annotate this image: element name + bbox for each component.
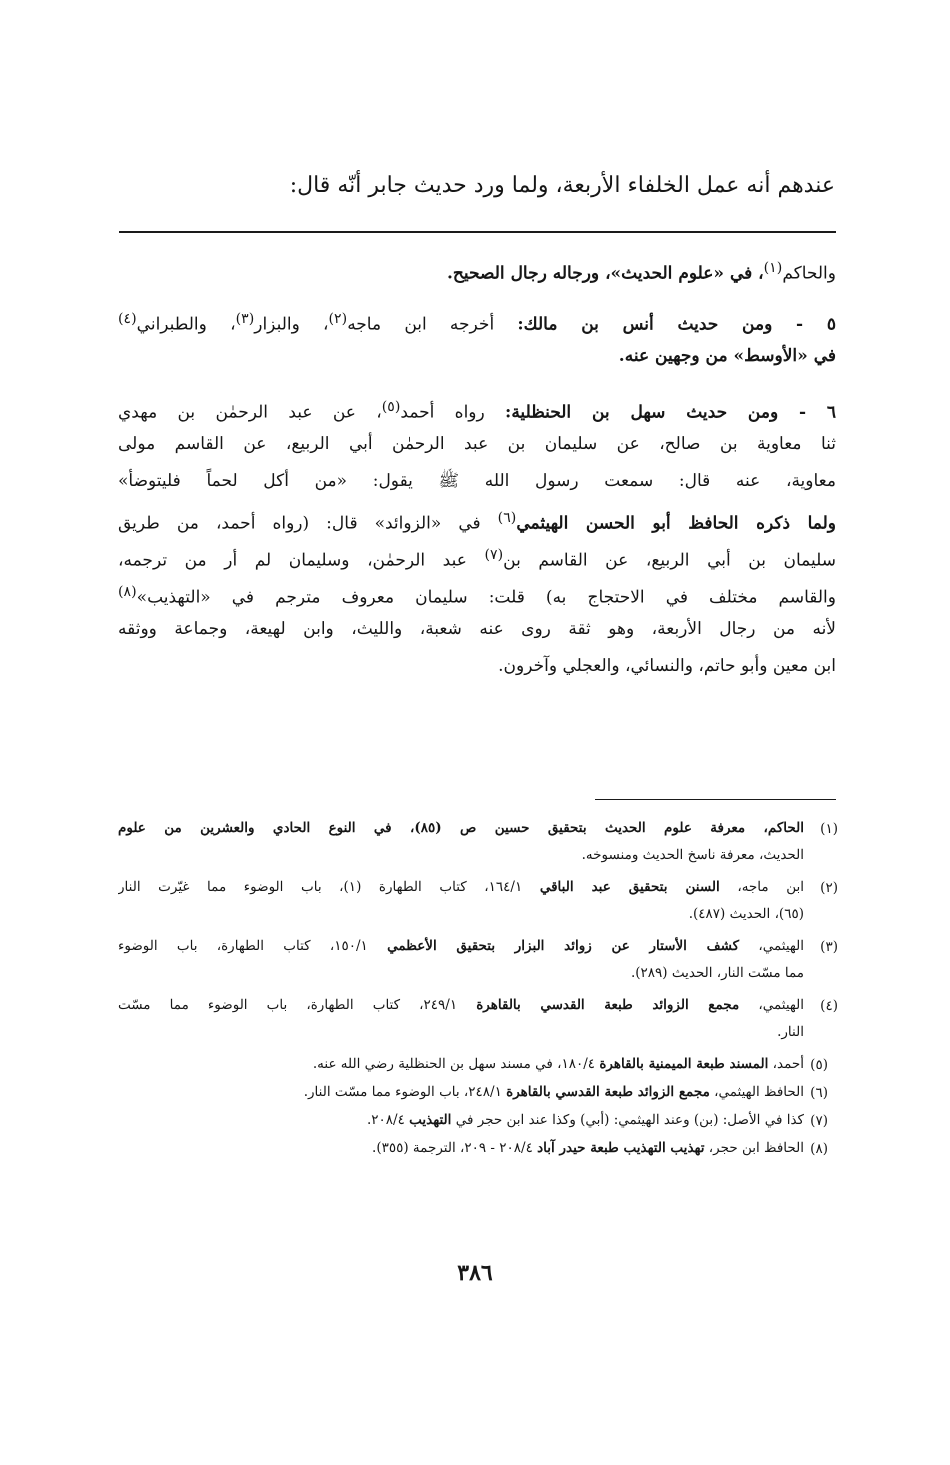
footnote-1-line-2: الحديث، معرفة ناسخ الحديث ومنسوخه. [581, 847, 804, 863]
footnote-3 [118, 933, 838, 987]
footnote-4-line-2: النار. [777, 1024, 804, 1040]
footnote-4 [118, 992, 838, 1046]
footnote-6-line-1: الحافظ الهيثمي، مجمع الزوائد طبعة القدسي بالقاهرة ٢٤٨/١، باب الوضوء مما مسّت النار. [303, 1084, 804, 1100]
footnote-ref-4: (٤) [118, 311, 137, 327]
footnotes [118, 815, 838, 1163]
footnote-ref-5: (٥) [381, 399, 401, 415]
footnote-number: (٦) [810, 1085, 828, 1101]
paragraph-6 [118, 389, 836, 685]
footnote-7 [118, 1107, 838, 1135]
footnote-ref-7: (٧) [484, 547, 504, 563]
header-divider [119, 231, 836, 233]
page-number: ٣٨٦ [457, 1260, 493, 1286]
footnote-ref-6: (٦) [497, 510, 517, 526]
footnote-number: (١) [820, 821, 838, 837]
footnote-3-line-2: مما مسّت النار، الحديث (٢٨٩). [630, 965, 804, 981]
p3-line-5: سليمان بن أبي الربيع، عن القاسم بن$^{(٧)}$ عبد الرحمٰن، وسليمان لم أر من ترجمه، [118, 547, 836, 571]
footnote-2-line-2: (٦٥)، الحديث (٤٨٧). [688, 906, 804, 922]
footnote-number: (٧) [810, 1113, 828, 1129]
p3-line-4: ولما ذكره الحافظ أبو الحسن الهيثمي$^{(٦)}$ في «الزوائد» قال: (رواه أحمد، من طريق [118, 510, 836, 534]
footnote-4-line-1: الهيثمي، مجمع الزوائد طبعة القدسي بالقاهرة ٢٤٩/١، كتاب الطهارة، باب الوضوء مما مسّت [118, 997, 804, 1013]
paragraph-1 [118, 250, 836, 287]
footnote-1-line-1: الحاكم، معرفة علوم الحديث بتحقيق حسين ص (٨٥)، في النوع الحادي والعشرين من علوم [118, 820, 804, 836]
p3-line-2: ثنا معاوية بن صالح، عن سليمان بن عبد الرحمٰن أبي الربيع، عن القاسم مولى [118, 434, 836, 454]
p3-line-1: ٦ - ومن حديث سهل بن الحنظلية: رواه أحمد$^{(٥)}$، عن عبد الرحمٰن بن مهدي [118, 399, 836, 423]
p1-line-1: والحاكم$^{(١)}$، في «علوم الحديث»، ورجاله رجال الصحيح. [447, 260, 836, 284]
footnote-5 [118, 1051, 838, 1079]
footnote-3-line-1: الهيثمي، كشف الأستار عن زوائد البزار بتحقيق الأعظمي ١٥٠/١، كتاب الطهارة، باب الوضوء [118, 938, 804, 954]
footnote-ref-1: (١) [763, 260, 783, 276]
p2-line-2: في «الأوسط» من وجهين عنه. [618, 346, 836, 366]
footnote-divider [595, 799, 836, 800]
p3-line-3: معاوية، عنه قال: سمعت رسول الله ﷺ يقول: «من أكل لحماً فليتوضأ» [118, 471, 836, 491]
footnote-7-line-1: كذا في الأصل: (بن) وعند الهيثمي: (أبي) وكذا عند ابن حجر في التهذيب ٢٠٨/٤. [366, 1112, 804, 1128]
footnote-5-line-1: أحمد، المسند طبعة الميمنية بالقاهرة ١٨٠/٤، في مسند سهل بن الحنظلية رضي الله عنه. [312, 1056, 804, 1072]
footnote-number: (٤) [820, 998, 838, 1014]
footnote-ref-3: (٣) [235, 311, 255, 327]
p3-line-8: ابن معين وأبو حاتم، والنسائي، والعجلي وآخرون. [498, 656, 836, 676]
footnote-number: (٣) [820, 939, 838, 955]
footnote-number: (٢) [820, 880, 838, 896]
footnote-8-line-1: الحافظ ابن حجر، تهذيب التهذيب طبعة حيدر آباد ٢٠٨/٤ - ٢٠٩، الترجمة (٣٥٥). [372, 1140, 804, 1156]
footnote-8 [118, 1135, 838, 1163]
page-header-line: عندهم أنه عمل الخلفاء الأربعة، ولما ورد حديث جابر أنّه قال: [289, 173, 835, 198]
footnote-number: (٨) [810, 1141, 828, 1157]
main-text [118, 250, 836, 685]
footnote-2 [118, 874, 838, 928]
p3-line-7: لأنه من رجال الأربعة، وهو ثقة روى عنه شعبة، والليث، وابن لهيعة، وجماعة ووثقه [118, 619, 836, 639]
p3-line-6: والقاسم مختلف في الاحتجاج به) قلت: سليمان معروف مترجم في «التهذيب»$^{(٨)}$ [118, 584, 836, 608]
footnote-6 [118, 1079, 838, 1107]
paragraph-5 [118, 301, 836, 375]
footnote-2-line-1: ابن ماجه، السنن بتحقيق عبد الباقي ١٦٤/١، كتاب الطهارة (١)، باب الوضوء مما غيّرت النار [118, 879, 804, 895]
footnote-ref-8: (٨) [118, 584, 137, 600]
p2-line-1: ٥ - ومن حديث أنس بن مالك: أخرجه ابن ماجه$^{(٢)}$، والبزار$^{(٣)}$، والطبراني$^{(٤)}$ [118, 311, 836, 335]
footnote-ref-2: (٢) [328, 311, 348, 327]
footnote-number: (٥) [810, 1057, 828, 1073]
footnote-1 [118, 815, 838, 869]
